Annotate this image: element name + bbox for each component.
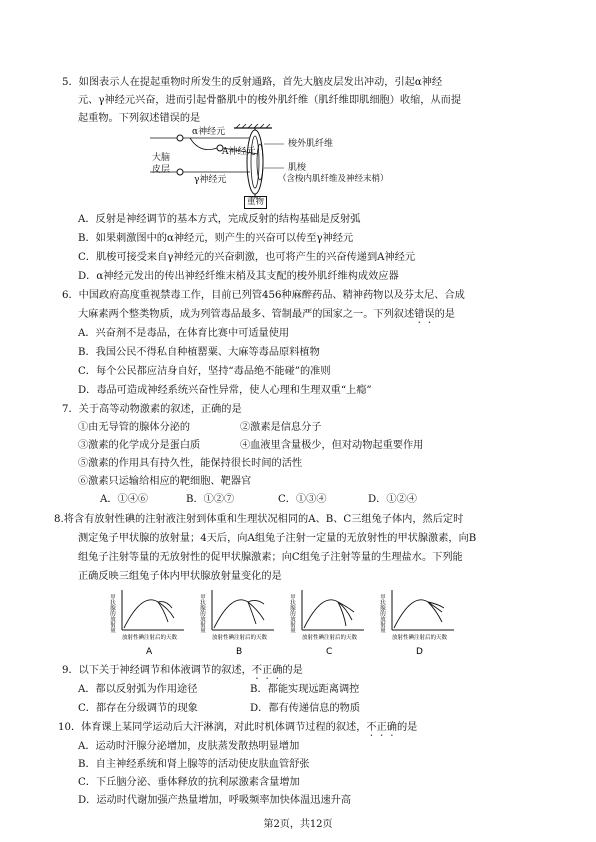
q8-stem-line2: 测定兔子甲状腺的放射量；4天后，向A组兔子注射一定量的无放射性的甲状腺激素，向B <box>78 533 477 544</box>
q10-option-b[interactable]: B．自主神经系统和肾上腺等的活动使皮肤血管舒张 <box>78 759 310 770</box>
q7-statement-6: ⑥激素只运输给相应的靶细胞、靶器官 <box>78 476 252 487</box>
q10-option-a[interactable]: A．运动时汗腺分泌增加，皮肤蒸发散热明显增加 <box>78 741 300 752</box>
q9-option-b[interactable]: B．都能实现远距离调控 <box>250 684 360 695</box>
muscle-spindle-note: （含梭内肌纤维及神经末梢） <box>278 174 389 184</box>
q5-stem-line1: 5．如图表示人在提起重物时所发生的反射通路，首先大脑皮层发出冲动，引起α神经 <box>62 77 443 88</box>
q8-graph-c[interactable] <box>290 588 368 662</box>
q8-graph-letter: A <box>146 647 153 657</box>
q6-option-b[interactable]: B．我国公民不得私自种植罂粟、大麻等毒品原料植物 <box>78 347 320 358</box>
q8-graph-d[interactable] <box>380 588 458 662</box>
gamma-neuron-label: γ神经元 <box>194 175 227 185</box>
q6-option-d[interactable]: D．毒品可造成神经系统兴奋性异常，使人心理和生理双重“上瘾” <box>78 385 372 396</box>
q9-stem: 9．以下关于神经调节和体液调节的叙述，不正确的是 <box>62 665 303 676</box>
muscle-spindle-label: 肌梭 <box>288 163 307 173</box>
q8-stem-line4: 正确反映三组兔子体内甲状腺放射量变化的是 <box>78 571 282 582</box>
weight-box: 重物 <box>244 196 267 209</box>
q8-graph-ylabel: 甲状腺的放射量 <box>379 594 385 633</box>
q5-option-c[interactable]: C．肌梭可接受来自γ神经元的兴奋刺激，也可将产生的兴奋传递到A神经元 <box>78 252 416 263</box>
q7-statement-3: ③激素的化学成分是蛋白质 <box>78 440 201 451</box>
q7-option-b[interactable]: B．①②⑦ <box>186 494 235 505</box>
q6-stem-line2: 大麻素两个整类物质，成为列管毒品最多、管制最严的国家之一。下列叙述错误的是 <box>78 309 455 320</box>
extrafusal-fiber-label: 梭外肌纤维 <box>288 139 334 149</box>
q6-emphasis: 错误 <box>414 309 435 320</box>
q8-graph-ylabel: 甲状腺的放射量 <box>289 594 295 633</box>
q9-option-d[interactable]: D．都有传递信息的物质 <box>250 703 361 714</box>
q9-emphasis: 不正确 <box>251 665 283 676</box>
q6-stem-line1: 6．中国政府高度重视禁毒工作，目前已列管456种麻醉药品、精神药物以及芬太尼、合成 <box>62 290 465 301</box>
q6-option-c[interactable]: C．每个公民都应洁身自好，坚持“毒品绝不能碰”的准则 <box>78 366 331 377</box>
q8-stem-line3: 组兔子注射等量的无放射性的促甲状腺激素；向C组兔子注射等量的生理盐水。下列能 <box>78 552 463 563</box>
q6-option-a[interactable]: A．兴奋剂不是毒品，在体育比赛中可适量使用 <box>78 328 290 339</box>
q7-option-d[interactable]: D．①②④ <box>368 494 417 505</box>
q8-graph-xlabel: 放射性碘注射后的天数 <box>392 635 448 641</box>
q7-stem: 7．关于高等动物激素的叙述，正确的是 <box>62 404 242 415</box>
q8-graph-xlabel: 放射性碘注射后的天数 <box>302 635 358 641</box>
q5-stem-line2: 元、γ神经元兴奋，进而引起骨骼肌中的梭外肌纤维（肌纤维即肌细胞）收缩，从而提 <box>78 95 462 106</box>
q7-option-a[interactable]: A．①④⑥ <box>100 494 149 505</box>
brain-cortex-label: 大脑 皮层 <box>152 153 171 176</box>
reflex-pathway-figure <box>150 124 400 210</box>
q8-graph-letter: D <box>416 647 423 657</box>
q8-graph-a[interactable] <box>110 588 188 662</box>
a-neuron-label: A神经元 <box>222 147 256 157</box>
q10-option-c[interactable]: C．下丘脑分泌、垂体释放的抗利尿激素含量增加 <box>78 777 300 788</box>
q5-option-b[interactable]: B．如果刺激图中的α神经元，则产生的兴奋可以传至γ神经元 <box>78 233 354 244</box>
q8-graph-letter: B <box>236 647 243 657</box>
q8-graph-ylabel: 甲状腺的放射量 <box>199 594 205 633</box>
q5-stem-line3: 起重物。下列叙述错误的是 <box>78 113 201 124</box>
q7-statement-1: ①由无导管的腺体分泌的 <box>78 422 191 433</box>
q8-graph-letter: C <box>326 647 333 657</box>
q8-graph-b[interactable] <box>200 588 278 662</box>
q10-stem: 10．体育课上某同学运动后大汗淋漓，对此时机体调节过程的叙述，不正确的是 <box>58 722 418 733</box>
q5-option-d[interactable]: D．α神经元发出的传出神经纤维末梢及其支配的梭外肌纤维构成效应器 <box>78 271 399 282</box>
q7-statement-5: ⑤激素的作用具有持久性，能保持很长时间的活性 <box>78 458 303 469</box>
q8-graph-xlabel: 放射性碘注射后的天数 <box>122 635 178 641</box>
q9-option-c[interactable]: C．都存在分级调节的现象 <box>78 703 198 714</box>
q9-option-a[interactable]: A．都以反射弧为作用途径 <box>78 684 198 695</box>
q7-statement-2: ②激素是信息分子 <box>240 422 322 433</box>
q7-statement-4: ④血液里含量极少，但对动物起重要作用 <box>240 440 424 451</box>
page-footer: 第2页，共12页 <box>263 819 333 830</box>
q8-graph-xlabel: 放射性碘注射后的天数 <box>212 635 268 641</box>
q8-stem-line1: 8.将含有放射性碘的注射液注射到体重和生理状况相同的A、B、C三组兔子体内，然后定时 <box>54 514 464 525</box>
q10-emphasis: 不正确 <box>366 722 397 733</box>
q8-graph-ylabel: 甲状腺的放射量 <box>109 594 115 633</box>
q5-option-a[interactable]: A．反射是神经调节的基本方式，完成反射的结构基础是反射弧 <box>78 214 361 225</box>
q7-option-c[interactable]: C．①③④ <box>278 494 327 505</box>
alpha-neuron-label: α神经元 <box>192 127 226 137</box>
q10-option-d[interactable]: D．运动时代谢加强产热量增加，呼吸频率加快体温迅速升高 <box>78 795 352 806</box>
q8-graph-row <box>110 588 470 662</box>
